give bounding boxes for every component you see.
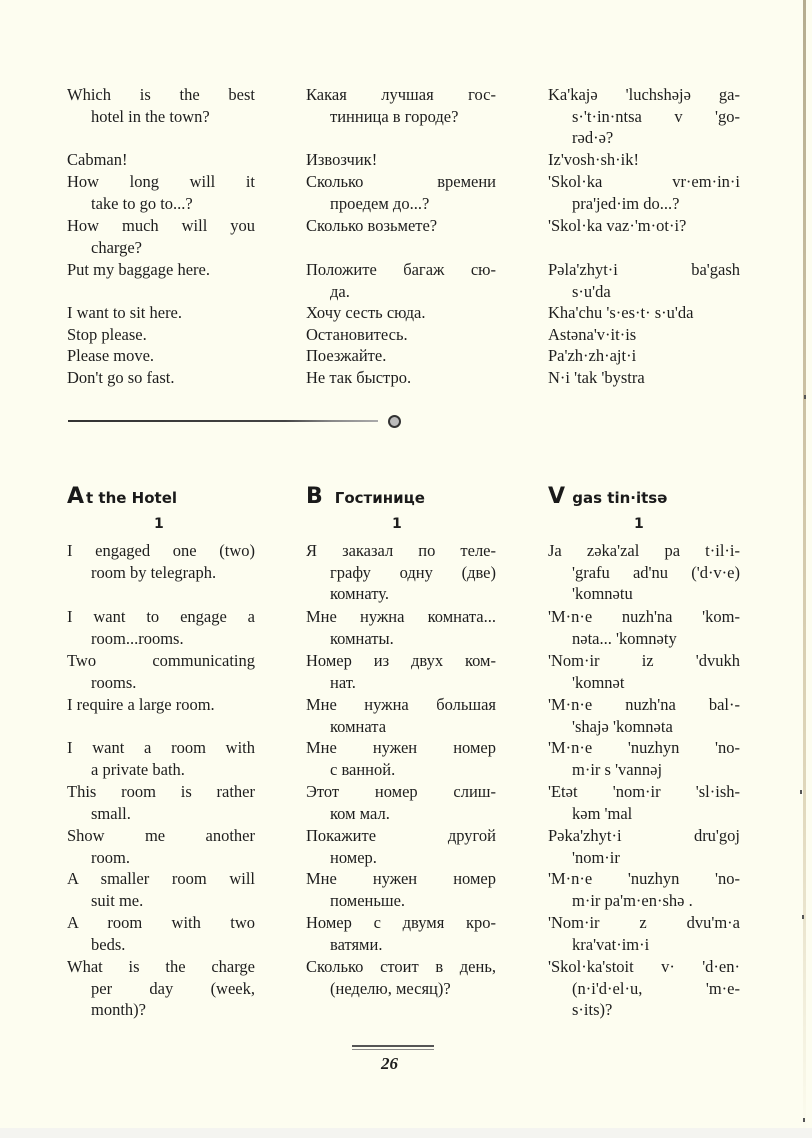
phrase-line: 'shajə 'komnəta [572, 716, 673, 736]
heading-english [67, 484, 177, 509]
phrase-entry [306, 868, 496, 911]
phrase-entry [548, 215, 740, 237]
subsection-number-english: 1 [154, 516, 164, 532]
phrase-line: Ka'kajə 'luchshəjə ga- [548, 85, 740, 104]
phrase-entry [67, 149, 255, 171]
section-divider-rule [68, 420, 378, 422]
phrase-entry [67, 737, 255, 780]
phrase-line: графу одну (две) [330, 562, 496, 582]
phrase-entry [548, 912, 740, 955]
phrase-entry [548, 737, 740, 780]
phrase-entry [548, 345, 740, 367]
phrase-line: m·ir s 'vannəj [572, 759, 663, 779]
phrase-line: Ja zəka'zal pa t·il·i- [548, 541, 740, 560]
phrase-line: This room is rather [67, 782, 255, 801]
phrase-line: Kha'chu 's·es·t· s·u'da [548, 303, 694, 322]
phrase-line: How long will it [67, 172, 255, 191]
phrase-line: 'M·n·e nuzh'na 'kom- [548, 607, 740, 626]
phrase-line: 'M·n·e 'nuzhyn 'no- [548, 738, 740, 757]
phrase-entry [306, 215, 496, 237]
phrase-line: Поезжайте. [306, 346, 387, 365]
phrase-entry [548, 367, 740, 389]
phrase-entry [67, 345, 255, 367]
phrase-entry [67, 367, 255, 389]
phrase-entry [548, 149, 740, 171]
phrase-line: 'Nom·ir iz 'dvukh [548, 651, 740, 670]
phrase-line: month)? [91, 1000, 146, 1019]
phrase-line: 'komnət [572, 672, 625, 692]
phrase-entry [548, 540, 740, 605]
phrase-entry [67, 781, 255, 824]
phrase-line: проедем до...? [330, 193, 430, 213]
phrase-line: Остановитесь. [306, 325, 408, 344]
phrase-entry [67, 912, 255, 955]
phrase-entry [306, 737, 496, 780]
page-edge-shadow [803, 0, 806, 1138]
heading-text: t the Hotel [86, 489, 178, 507]
phrase-entry [548, 650, 740, 693]
phrase-line: suit me. [91, 890, 144, 910]
phrase-line: Какая лучшая гос- [306, 85, 496, 104]
phrase-entry [67, 84, 255, 127]
phrase-line: комнаты. [330, 628, 394, 648]
phrase-line: Please move. [67, 346, 155, 365]
phrase-entry [548, 694, 740, 737]
phrase-line: Номер с двумя кро- [306, 913, 496, 932]
phrase-entry [306, 956, 496, 999]
phrase-entry [548, 324, 740, 346]
phrase-line: ватями. [330, 934, 383, 954]
heading-text: Гостинице [334, 489, 425, 507]
phrase-line: (n·i'd·el·u, 'm·e- [572, 978, 740, 998]
phrase-line: charge? [91, 237, 142, 257]
page-number-rule [352, 1045, 434, 1047]
phrase-line: ком мал. [330, 803, 390, 823]
heading-transliteration [548, 484, 667, 509]
phrase-entry [548, 84, 740, 149]
phrase-line: small. [91, 803, 131, 823]
phrase-entry [548, 259, 740, 302]
phrase-entry [306, 324, 496, 346]
divider-ornament-icon [388, 415, 401, 428]
phrase-line: Не так быстро. [306, 368, 412, 387]
phrase-line: с ванной. [330, 759, 396, 779]
phrase-line: I require a large room. [67, 695, 215, 714]
phrase-entry [548, 868, 740, 911]
phrase-entry [67, 302, 255, 324]
scan-margin [0, 1128, 812, 1138]
phrase-entry [67, 259, 255, 281]
phrase-line: I engaged one (two) [67, 541, 255, 560]
phrase-line: room...rooms. [91, 628, 184, 648]
phrase-line: How much will you [67, 216, 255, 235]
phrase-entry [67, 606, 255, 649]
phrase-line: pra'jed·im do...? [572, 193, 680, 213]
page-number: 26 [381, 1054, 398, 1073]
phrase-line: s·its)? [572, 1000, 613, 1019]
phrase-line: 'Skol·ka'stoit v· 'd·en· [548, 957, 740, 976]
phrase-line: Pəka'zhyt·i dru'goj [548, 826, 740, 845]
phrase-line: Сколько времени [306, 172, 496, 191]
phrase-line: beds. [91, 934, 126, 954]
phrase-entry [306, 781, 496, 824]
phrase-line: rəd·ə? [572, 128, 614, 147]
phrase-line: Cabman! [67, 150, 128, 169]
phrase-line: Astəna'v·it·is [548, 325, 637, 344]
phrase-entry [306, 171, 496, 214]
phrase-line: комната [330, 716, 387, 736]
phrase-line: Покажите другой [306, 826, 496, 845]
phrase-line: Мне нужна большая [306, 695, 496, 714]
phrase-line: rooms. [91, 672, 137, 692]
phrase-line: N·i 'tak 'bystra [548, 368, 645, 387]
phrase-entry [306, 84, 496, 127]
phrase-entry [548, 606, 740, 649]
phrase-line: Pəla'zhyt·i ba'gash [548, 260, 740, 279]
phrase-line: m·ir pa'm·en·shə . [572, 890, 693, 910]
phrase-line: номер. [330, 847, 377, 867]
page-number-rule-thin [352, 1049, 434, 1050]
phrase-line: A smaller room will [67, 869, 255, 888]
heading-text: gas tin·itsə [572, 489, 668, 507]
phrase-line: Сколько возьмете? [306, 216, 438, 235]
phrase-line: 'nom·ir [572, 847, 620, 867]
phrase-line: per day (week, [91, 978, 255, 998]
scan-speck [803, 1118, 805, 1122]
phrase-line: (неделю, месяц)? [330, 978, 451, 998]
phrase-line: Номер из двух ком- [306, 651, 496, 670]
phrase-line: kəm 'mal [572, 803, 633, 823]
phrase-line: a private bath. [91, 759, 185, 779]
phrase-entry [306, 149, 496, 171]
phrase-line: s·u'da [572, 281, 611, 301]
subsection-number-russian: 1 [392, 516, 402, 532]
phrase-entry [306, 345, 496, 367]
phrase-entry [548, 781, 740, 824]
phrase-line: Мне нужен номер [306, 738, 496, 757]
scan-speck [804, 395, 806, 399]
phrase-entry [306, 912, 496, 955]
phrase-line: nəta... 'komnəty [572, 628, 677, 648]
phrase-entry [306, 302, 496, 324]
phrase-entry [306, 259, 496, 302]
phrase-line: Мне нужна комната... [306, 607, 496, 626]
phrase-entry [548, 825, 740, 868]
phrase-entry [67, 956, 255, 1021]
phrase-entry [306, 650, 496, 693]
phrase-line: Two communicating [67, 651, 255, 670]
phrase-entry [548, 302, 740, 324]
phrase-line: 'Nom·ir z dvu'm·a [548, 913, 740, 932]
phrase-line: Положите багаж сю- [306, 260, 496, 279]
phrase-line: да. [330, 281, 350, 301]
phrase-line: Извозчик! [306, 150, 378, 169]
phrase-line: What is the charge [67, 957, 255, 976]
scan-speck [800, 790, 802, 794]
phrase-entry [67, 540, 255, 583]
phrase-entry [306, 825, 496, 868]
phrase-entry [306, 694, 496, 737]
phrase-line: Сколько стоит в день, [306, 957, 496, 976]
phrase-entry [67, 825, 255, 868]
phrase-line: s·'t·in·ntsa v 'go- [572, 106, 740, 126]
phrase-entry [548, 171, 740, 214]
phrase-line: I want a room with [67, 738, 255, 757]
phrase-line: A room with two [67, 913, 255, 932]
phrase-line: 'Etət 'nom·ir 'sl·ish- [548, 782, 740, 801]
phrase-line: Put my baggage here. [67, 260, 210, 279]
scan-speck [802, 915, 804, 919]
phrase-entry [67, 650, 255, 693]
phrase-line: 'M·n·e nuzh'na bal·- [548, 695, 740, 714]
phrase-line: 'Skol·ka vr·em·in·i [548, 172, 740, 191]
phrase-entry [67, 868, 255, 911]
phrase-line: Don't go so fast. [67, 368, 175, 387]
phrase-line: Хочу сесть сюда. [306, 303, 426, 322]
phrase-line: kra'vat·im·i [572, 934, 650, 954]
heading-initial: A [67, 484, 85, 509]
phrase-line: 'komnətu [572, 584, 633, 603]
phrase-line: Show me another [67, 826, 255, 845]
phrase-line: room. [91, 847, 130, 867]
phrase-line: комнату. [330, 584, 389, 603]
phrase-entry [548, 956, 740, 1021]
phrase-line: 'grafu ad'nu ('d·v·e) [572, 562, 740, 582]
phrase-line: Stop please. [67, 325, 147, 344]
phrase-entry [67, 215, 255, 258]
phrase-entry [306, 367, 496, 389]
phrase-line: 'M·n·e 'nuzhyn 'no- [548, 869, 740, 888]
phrase-line: тинница в городе? [330, 106, 459, 126]
phrase-line: поменьше. [330, 890, 406, 910]
phrase-line: Мне нужен номер [306, 869, 496, 888]
phrase-entry [306, 540, 496, 605]
phrase-line: Я заказал по теле- [306, 541, 496, 560]
phrase-line: hotel in the town? [91, 106, 210, 126]
phrase-line: I want to sit here. [67, 303, 183, 322]
phrase-line: 'Skol·ka vaz·'m·ot·i? [548, 216, 687, 235]
phrase-line: take to go to...? [91, 193, 193, 213]
phrase-line: Pa'zh·zh·ajt·i [548, 346, 637, 365]
phrase-entry [67, 324, 255, 346]
phrase-entry [67, 694, 255, 716]
phrase-line: Iz'vosh·sh·ik! [548, 150, 639, 169]
phrase-line: room by telegraph. [91, 562, 217, 582]
heading-russian [306, 484, 425, 509]
phrase-line: I want to engage a [67, 607, 255, 626]
phrase-entry [306, 606, 496, 649]
phrase-line: нат. [330, 672, 356, 692]
subsection-number-transliteration: 1 [634, 516, 644, 532]
heading-initial: V [548, 484, 566, 509]
heading-initial: В [306, 484, 323, 509]
phrase-entry [67, 171, 255, 214]
phrase-line: Which is the best [67, 85, 255, 104]
phrase-line: Этот номер слиш- [306, 782, 496, 801]
